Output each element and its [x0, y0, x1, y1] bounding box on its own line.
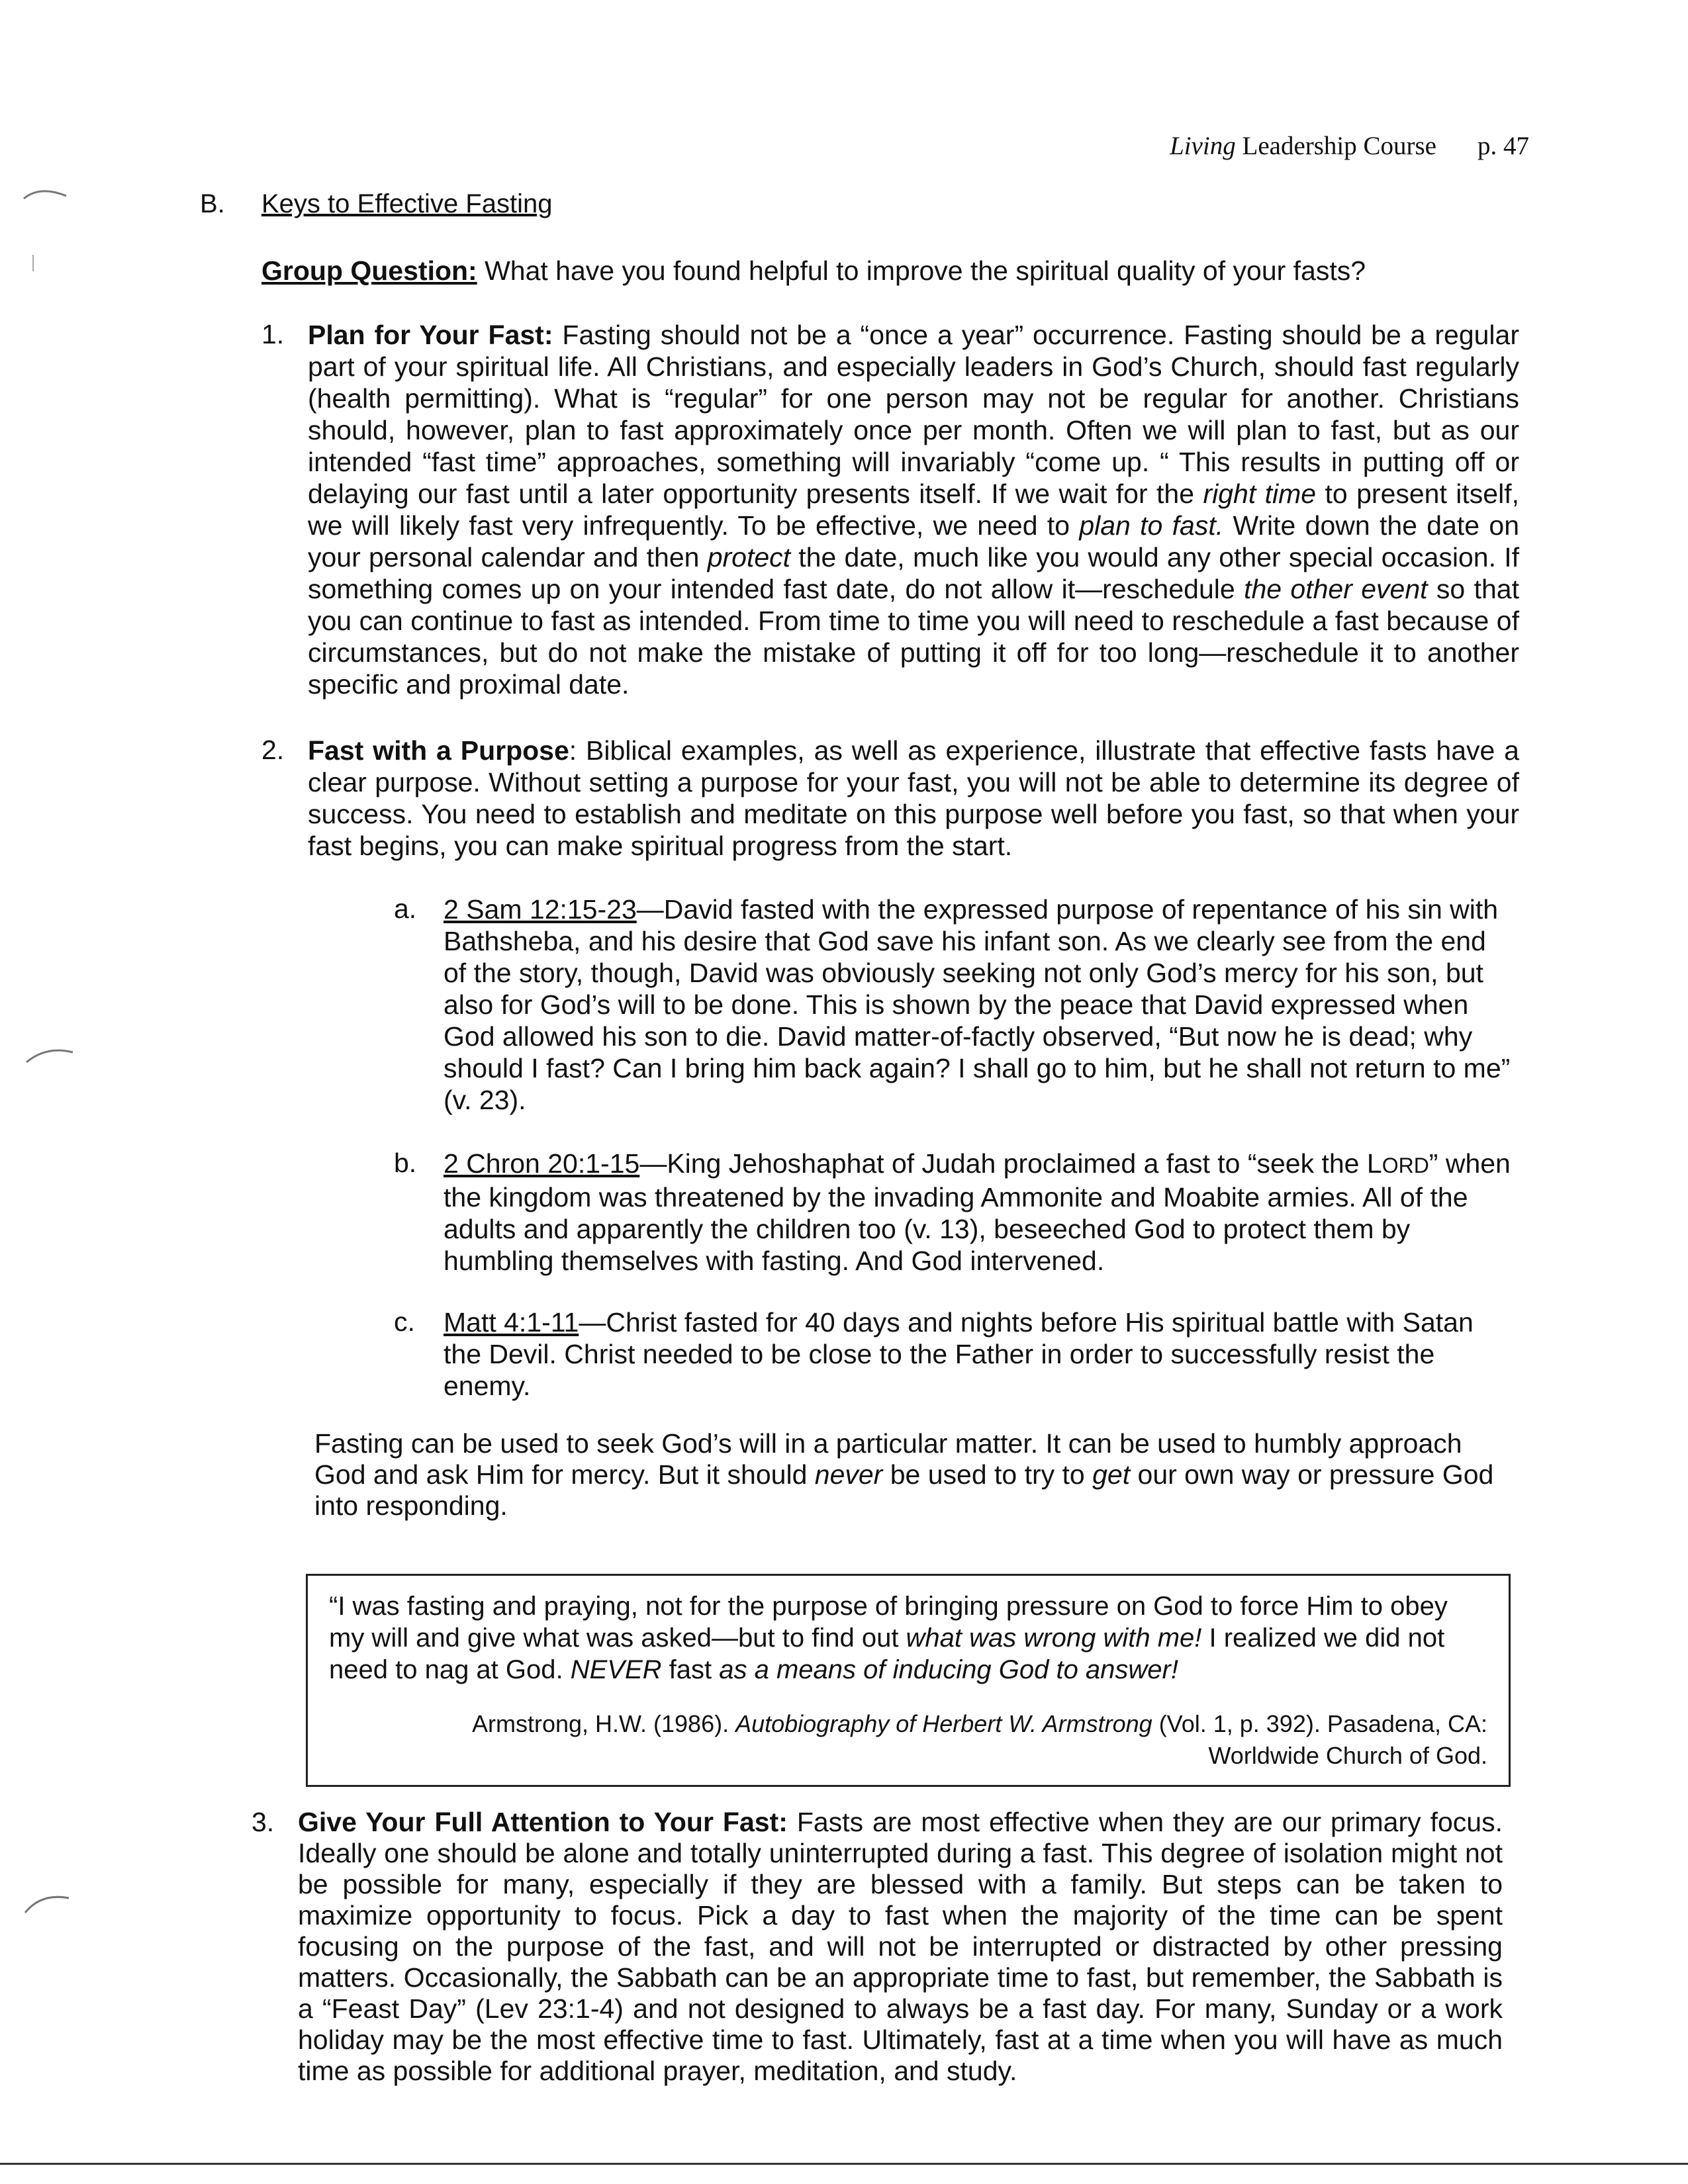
- scripture-reference: 2 Chron 20:1-15: [444, 1148, 640, 1179]
- item-body: [308, 735, 1519, 862]
- course-name: Leadership Course: [1235, 132, 1436, 160]
- sub-item-text: ” when the kingdom was threatened by the invading Ammonite and Moabite armies. All of the adults and apparently the children too (v. 13), beseeched God to protect them by humbling themselves with fasting. And God intervened.: [444, 1148, 1511, 1276]
- paragraph-emphasis: never: [814, 1459, 883, 1490]
- scripture-reference: Matt 4:1-11: [444, 1307, 579, 1338]
- citation-title: Autobiography of Herbert W. Armstrong: [735, 1710, 1152, 1737]
- sub-item-text: —Christ fasted for 40 days and nights before His spiritual battle with Satan the Devil. Christ needed to be close to the Father in order to successfully resist the enemy.: [444, 1307, 1474, 1401]
- summary-paragraph: [314, 1428, 1506, 1522]
- sub-item-body: [444, 1148, 1513, 1277]
- citation-text: Armstrong, H.W. (1986).: [471, 1710, 736, 1737]
- item-number: 1.: [261, 319, 285, 349]
- quote-box: [306, 1574, 1511, 1787]
- paragraph-text: our own way or pressure God into responding.: [314, 1459, 1494, 1521]
- page-header: [1170, 131, 1529, 161]
- item-emphasis: right time: [1203, 478, 1317, 509]
- item-number: 2.: [261, 735, 285, 765]
- sub-item-text: —King Jehoshaphat of Judah proclaimed a fast to “seek the: [639, 1148, 1367, 1179]
- course-name-italic: Living: [1170, 132, 1236, 160]
- sub-item-text: —David fasted with the expressed purpose of repentance of his sin with Bathsheba, and his desire that God save his infant son. As we clearly see from the end of the story, though, David was obviously seeking not only God’s mercy for his son, but also for God’s will to be done. This is shown by the peace that David expressed when God allowed his son to die. David matter-of-factly observed, “But now he is dead; why should I fast? Can I bring him back again? I shall go to him, but he shall not return to me” (v. 23).: [444, 894, 1511, 1115]
- item-title: Give Your Full Attention to Your Fast:: [298, 1807, 788, 1837]
- item-text: : Biblical examples, as well as experience, illustrate that effective fasts have a clear purpose. Without setting a purpose for your fast, you will not be able to determine its degree of success. You need to establish and meditate on this purpose well before you fast, so that when your fast begins, you can make spiritual progress from the start.: [308, 735, 1519, 861]
- quote-emphasis: what was wrong with me!: [906, 1623, 1202, 1653]
- sub-item-letter: b.: [394, 1148, 417, 1178]
- quote-segment: fast: [661, 1655, 720, 1684]
- sub-item-letter: a.: [394, 893, 417, 924]
- small-caps-lord-initial: L: [1366, 1148, 1382, 1179]
- scripture-reference: 2 Sam 12:15-23: [444, 894, 637, 925]
- citation-text: (Vol. 1, p. 392). Pasadena, CA: Worldwide Church of God.: [1152, 1710, 1487, 1769]
- item-body: [298, 1807, 1503, 2087]
- item-body: [308, 319, 1519, 700]
- paragraph-text: Fasting can be used to seek God’s will in a particular matter. It can be used to humbly approach God and ask Him for mercy. But it should: [314, 1428, 1462, 1490]
- section-letter: B.: [200, 189, 225, 218]
- item-number: 3.: [252, 1807, 275, 1837]
- sub-item-body: [444, 893, 1513, 1116]
- item-emphasis: plan to fast.: [1079, 510, 1224, 541]
- bottom-scan-edge: [0, 2163, 1688, 2165]
- item-title: Plan for Your Fast:: [308, 320, 553, 350]
- item-text: Write down the date on your personal calendar and then: [308, 510, 1519, 572]
- quote-segment: I realized we did not need to nag at God.: [329, 1623, 1445, 1684]
- quote-segment: “I was fasting and praying, not for the purpose of bringing pressure on God to force Him to obey my will and give what was asked—but to find out: [329, 1592, 1448, 1653]
- paragraph-text: be used to try to: [882, 1459, 1093, 1490]
- section-title: Keys to Effective Fasting: [261, 189, 553, 218]
- small-caps-lord-rest: ORD: [1382, 1154, 1429, 1177]
- sub-item-body: [444, 1306, 1513, 1402]
- item-text: so that you can continue to fast as intended. From time to time you will need to reschedule a fast because of circumstances, but do not make the mistake of putting it off for too long—reschedule it to another specific and proximal date.: [308, 574, 1519, 700]
- quote-emphasis: as a means of inducing God to answer!: [719, 1655, 1178, 1684]
- quote-text: [329, 1590, 1481, 1686]
- item-emphasis: the other event: [1244, 574, 1428, 604]
- group-question: [261, 255, 1572, 287]
- item-text: Fasting should not be a “once a year” occurrence. Fasting should be a regular part of your spiritual life. All Christians, and especially leaders in God’s Church, should fast regularly (health permitting). What is “regular” for one person may not be regular for another. Christians should, however, plan to fast approximately once per month. Often we will plan to fast, but as our intended “fast time” approaches, something will invariably “come up. “ This results in putting off or delaying our fast until a later opportunity presents itself. If we wait for the: [308, 320, 1519, 509]
- quote-citation: [362, 1708, 1487, 1772]
- item-text: the date, much like you would any other special occasion. If something comes up on your intended fast date, do not allow it—reschedule: [308, 542, 1520, 604]
- item-emphasis: protect: [707, 542, 791, 572]
- sub-item-letter: c.: [394, 1306, 415, 1337]
- group-question-text: What have you found helpful to improve the spiritual quality of your fasts?: [477, 255, 1366, 286]
- item-text: to present itself, we will likely fast very infrequently. To be effective, we need to: [308, 478, 1519, 541]
- item-text: Fasts are most effective when they are our primary focus. Ideally one should be alone and totally uninterrupted during a fast. This degree of isolation might not be possible for many, especially if they are blessed with a family. But steps can be taken to maximize opportunity to focus. Pick a day to fast when the majority of the time can be spent focusing on the purpose of the fast, and will not be interrupted or distracted by other pressing matters. Occasionally, the Sabbath can be an appropriate time to fast, but remember, the Sabbath is a “Feast Day” (Lev 23:1-4) and not designed to always be a fast day. For many, Sunday or a work holiday may be the most effective time to fast. Ultimately, fast at a time when you will have as much time as possible for additional prayer, meditation, and study.: [298, 1807, 1503, 2086]
- group-question-label: Group Question:: [261, 255, 477, 286]
- page-number: p. 47: [1477, 132, 1529, 160]
- quote-emphasis: NEVER: [570, 1655, 662, 1684]
- paragraph-emphasis: get: [1092, 1459, 1131, 1490]
- item-title: Fast with a Purpose: [308, 735, 569, 766]
